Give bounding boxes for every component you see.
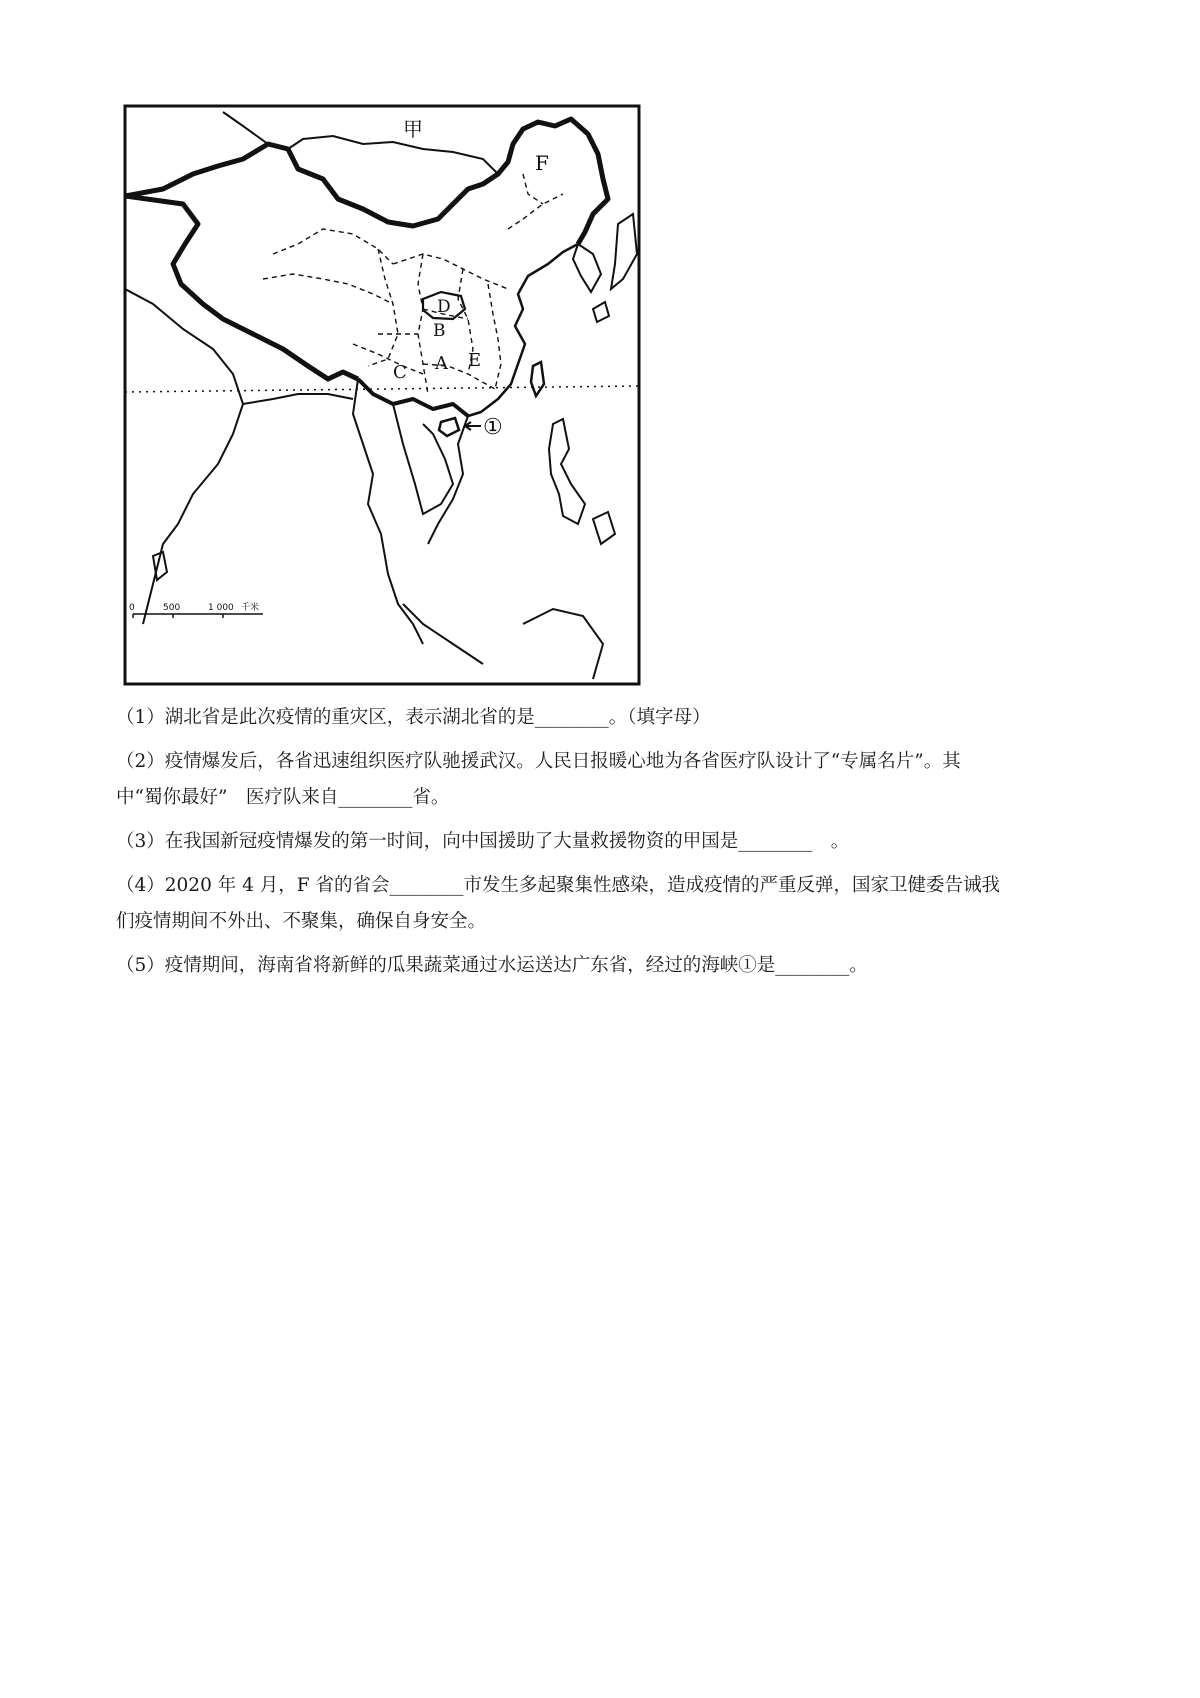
region-d-label: D (437, 297, 451, 317)
question-4-line-2: 们疫情期间不外出、不聚集，确保自身安全。 (116, 911, 487, 932)
question-4-line-1: （4）2020 年 4 月，F 省的省会________市发生多起聚集性感染，造成疫情的严重反弹，国家卫健委告诫我 (116, 875, 1000, 896)
question-2-line-2: 中“蜀你最好” 医疗队来自________省。 (116, 787, 450, 808)
map-frame (125, 106, 639, 684)
region-a-label: A (435, 353, 448, 374)
question-1 (116, 700, 1096, 736)
scale-tick-0: 0 (129, 603, 135, 613)
question-5-line-1: （5）疫情期间，海南省将新鲜的瓜果蔬菜通过水运送达广东省，经过的海峡①是________。 (116, 955, 868, 976)
region-e-label: E (468, 350, 482, 371)
question-5 (116, 948, 1096, 984)
scale-unit: 千米 (241, 603, 260, 613)
region-f-label: F (535, 151, 549, 175)
region-b-label: B (433, 321, 446, 341)
scale-tick-500: 500 (163, 603, 181, 613)
scale-tick-1000: 1 000 (208, 603, 234, 613)
question-3-line-1: （3）在我国新冠疫情爆发的第一时间，向中国援助了大量救援物资的甲国是________ 。 (116, 831, 850, 852)
region-c-label: C (393, 362, 407, 383)
strait-marker-label: ① (483, 415, 503, 440)
question-2 (116, 744, 1096, 816)
question-1-line-1: （1）湖北省是此次疫情的重灾区，表示湖北省的是________。（填字母） (116, 707, 711, 728)
question-2-line-1: （2）疫情爆发后，各省迅速组织医疗队驰援武汉。人民日报暖心地为各省医疗队设计了“专属名片”。其 (116, 751, 961, 772)
question-4 (116, 868, 1096, 940)
map-figure (123, 104, 643, 688)
question-3 (116, 824, 1096, 860)
country-jia-label: 甲 (403, 117, 423, 141)
question-list (116, 700, 1096, 992)
china-map (123, 104, 643, 688)
